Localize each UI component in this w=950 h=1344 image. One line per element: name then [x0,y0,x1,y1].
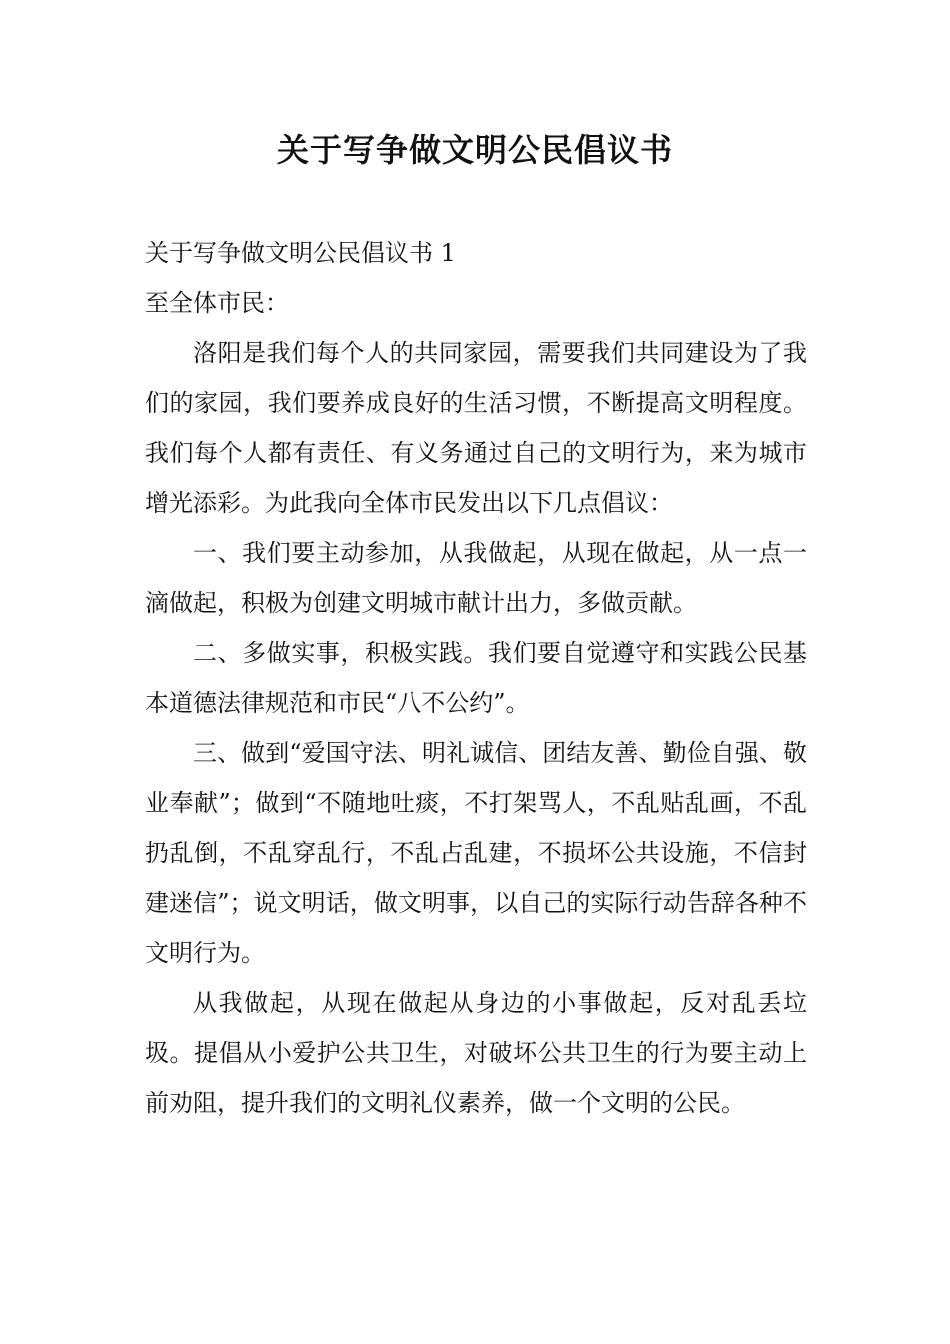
paragraph-item-2: 二、多做实事，积极实践。我们要自觉遵守和实践公民基本道德法律规范和市民“八不公约”。 [145,639,807,717]
document-title: 关于写争做文明公民倡议书 [276,131,673,169]
section-heading: 关于写争做文明公民倡议书 1 [145,239,456,267]
paragraph-intro: 洛阳是我们每个人的共同家园，需要我们共同建设为了我们的家园，我们要养成良好的生活习惯，不断提高文明程度。我们每个人都有责任、有义务通过自己的文明行为，来为城市增光添彩。为此我向全体市民发出以下几点倡议： [145,339,807,517]
document-body [145,228,807,1128]
paragraph-closing: 从我做起，从现在做起从身边的小事做起，反对乱丢垃圾。提倡从小爱护公共卫生，对破坏公共卫生的行为要主动上前劝阻，提升我们的文明礼仪素养，做一个文明的公民。 [145,989,807,1117]
paragraph-item-3: 三、做到“爱国守法、明礼诚信、团结友善、勤俭自强、敬业奉献”；做到“不随地吐痰，不打架骂人，不乱贴乱画，不乱扔乱倒，不乱穿乱行，不乱占乱建，不损坏公共设施，不信封建迷信”；说文明话，做文明事，以自己的实际行动告辞各种不文明行为。 [145,739,807,967]
paragraph-item-1: 一、我们要主动参加，从我做起，从现在做起，从一点一滴做起，积极为创建文明城市献计出力，多做贡献。 [145,539,807,617]
salutation: 至全体市民： [145,289,289,317]
